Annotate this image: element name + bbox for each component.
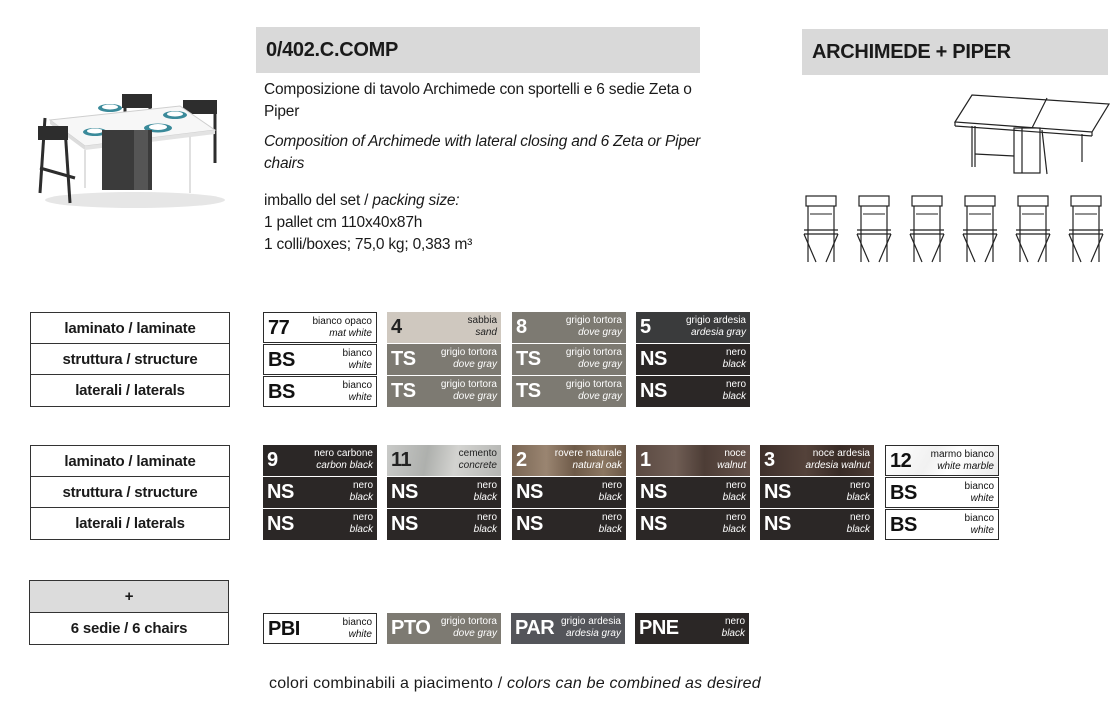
swatch-label (441, 347, 497, 371)
swatch-label (847, 512, 870, 536)
swatch-structure-NS (636, 477, 750, 508)
swatch-label-en: dove gray (578, 359, 622, 370)
swatch-label-it: cemento (458, 448, 497, 459)
swatch-label (350, 480, 373, 504)
swatch-code: 11 (391, 449, 412, 471)
swatch-label (847, 480, 870, 504)
swatch-label-en: black (846, 524, 870, 535)
swatch-label-en: black (598, 492, 622, 503)
swatch-label-it: bianco (342, 348, 372, 359)
swatch-label (468, 315, 497, 339)
chairs-drawing (802, 194, 1112, 266)
swatch-label-en: black (722, 492, 746, 503)
swatch-label-en: ardesia gray (690, 327, 746, 338)
product-photo (30, 88, 230, 213)
swatch-chair-PTO (387, 613, 501, 644)
table-drawing (952, 92, 1112, 180)
swatch-label-en: dove gray (578, 327, 622, 338)
swatch-label-en: black (721, 628, 745, 639)
swatch-label-it: nero (725, 480, 746, 491)
swatch-label-en: black (473, 524, 497, 535)
swatch-code: BS (890, 482, 917, 504)
swatch-label (723, 347, 746, 371)
swatch-code: BS (890, 514, 917, 536)
swatch-laminate-4 (387, 312, 501, 343)
swatch-label (686, 315, 746, 339)
swatch-laterals-BS (885, 509, 999, 540)
swatch-label-it: bianco (964, 481, 994, 492)
swatch-code: 8 (516, 316, 527, 338)
swatch-code: NS (640, 348, 667, 370)
swatch-laterals-TS (512, 376, 626, 407)
swatch-structure-NS (263, 477, 377, 508)
swatch-structure-NS (387, 477, 501, 508)
description-en: Composition of Archimede with lateral closing and 6 Zeta or Piper chairs (264, 133, 701, 172)
swatch-label-it: grigio tortora (440, 616, 497, 627)
swatch-code: BS (268, 381, 295, 403)
product-code-header (256, 27, 700, 73)
swatch-label-it: nero (725, 379, 746, 390)
swatch-label-en: dove gray (453, 359, 497, 370)
swatch-label-it: grigio ardesia (685, 315, 746, 326)
swatch-laminate-3 (760, 445, 874, 476)
swatch-label-it: grigio tortora (440, 347, 497, 358)
swatch-label (965, 513, 994, 537)
swatch-label-it: bianco (342, 380, 372, 391)
swatch-label-it: nero (725, 512, 746, 523)
swatch-label-en: white (348, 629, 372, 640)
swatch-label-en: mat white (329, 328, 372, 339)
swatch-code: NS (391, 481, 418, 503)
swatch-label (350, 512, 373, 536)
swatch-code: 12 (890, 450, 912, 472)
swatch-label (474, 512, 497, 536)
swatch-label-en: white (348, 360, 372, 371)
swatch-laminate-12 (885, 445, 999, 476)
swatch-label-it: nero (725, 347, 746, 358)
swatch-laminate-9 (263, 445, 377, 476)
swatch-code: PAR (515, 617, 555, 639)
swatch-label-it: nero (476, 512, 497, 523)
swatch-laterals-NS (387, 509, 501, 540)
swatch-label (717, 448, 746, 472)
swatch-label-en: walnut (717, 460, 746, 471)
swatch-label-en: sand (475, 327, 497, 338)
swatch-laminate-77 (263, 312, 377, 343)
swatch-label (561, 616, 621, 640)
swatch-laterals-NS (636, 509, 750, 540)
swatch-label-en: black (349, 492, 373, 503)
swatch-label-it: grigio tortora (565, 347, 622, 358)
swatch-code: 9 (267, 449, 278, 471)
swatch-label (459, 448, 497, 472)
swatch-code: 5 (640, 316, 651, 338)
swatch-label (441, 379, 497, 403)
swatch-chair-PNE (635, 613, 749, 644)
swatch-label-en: dove gray (453, 628, 497, 639)
swatch-label-it: rovere naturale (554, 448, 622, 459)
swatch-label-en: dove gray (578, 391, 622, 402)
swatch-label (599, 512, 622, 536)
labels-table-1 (30, 312, 230, 407)
swatch-label-en: black (722, 524, 746, 535)
swatch-label-en: white (348, 392, 372, 403)
swatch-label-it: nero (849, 480, 870, 491)
swatch-structure-TS (512, 344, 626, 375)
swatch-laminate-1 (636, 445, 750, 476)
swatch-label-it: noce ardesia (812, 448, 870, 459)
swatch-label-it: bianco opaco (312, 316, 372, 327)
packing-boxes: 1 colli/boxes; 75,0 kg; 0,383 m³ (264, 236, 473, 253)
swatch-label-en: black (722, 391, 746, 402)
swatch-code: NS (516, 481, 543, 503)
swatch-label (722, 616, 745, 640)
swatch-label (806, 448, 870, 472)
swatch-code: NS (640, 481, 667, 503)
swatch-label-en: black (722, 359, 746, 370)
row-label-chairs: 6 sedie / 6 chairs (70, 620, 188, 637)
swatch-code: NS (764, 481, 791, 503)
swatch-label-it: nero carbone (314, 448, 373, 459)
swatch-label (566, 315, 622, 339)
labels-table-chairs (29, 580, 229, 645)
row-label-laterals: laterali / laterals (75, 515, 185, 532)
swatch-laterals-NS (760, 509, 874, 540)
description-it: Composizione di tavolo Archimede con sportelli e 6 sedie Zeta o Piper (264, 81, 692, 120)
swatch-code: NS (391, 513, 418, 535)
swatch-label-en: concrete (458, 460, 497, 471)
swatch-label (931, 449, 994, 473)
swatch-label-it: nero (724, 616, 745, 627)
swatch-code: TS (391, 380, 416, 402)
swatch-label (566, 379, 622, 403)
swatch-label (723, 480, 746, 504)
swatch-label-en: natural oak (572, 460, 622, 471)
swatch-label (343, 348, 372, 372)
swatch-label-it: nero (601, 512, 622, 523)
swatch-label-it: grigio tortora (440, 379, 497, 390)
swatch-label (566, 347, 622, 371)
swatch-label (343, 380, 372, 404)
swatch-label-it: nero (849, 512, 870, 523)
swatch-label-it: nero (601, 480, 622, 491)
swatch-laminate-2 (512, 445, 626, 476)
swatch-label-it: nero (476, 480, 497, 491)
swatch-code: NS (764, 513, 791, 535)
swatch-label (314, 448, 373, 472)
swatch-code: 77 (268, 317, 290, 339)
swatch-label-it: sabbia (467, 315, 497, 326)
footer-note: colori combinabili a piacimento / colors can be combined as desired (269, 675, 761, 692)
swatch-structure-NS (636, 344, 750, 375)
swatch-label-it: noce (724, 448, 746, 459)
swatch-code: NS (267, 481, 294, 503)
swatch-structure-NS (512, 477, 626, 508)
swatch-label-it: grigio tortora (565, 379, 622, 390)
swatch-label-it: nero (352, 480, 373, 491)
row-label-structure: struttura / structure (31, 477, 229, 508)
swatch-label-en: white (970, 525, 994, 536)
swatch-label-it: grigio tortora (565, 315, 622, 326)
swatch-chair-PAR (511, 613, 625, 644)
swatch-label (441, 616, 497, 640)
swatch-structure-BS (885, 477, 999, 508)
swatch-label-en: dove gray (453, 391, 497, 402)
swatch-label (965, 481, 994, 505)
swatch-laterals-NS (636, 376, 750, 407)
swatch-code: 3 (764, 449, 775, 471)
swatch-label (723, 379, 746, 403)
swatch-code: NS (516, 513, 543, 535)
swatch-label (723, 512, 746, 536)
swatch-laterals-NS (263, 509, 377, 540)
row-label-laterals: laterali / laterals (75, 382, 185, 399)
swatch-structure-BS (263, 344, 377, 375)
row-label-laminate: laminato / laminate (31, 313, 229, 344)
labels-table-2 (30, 445, 230, 540)
swatch-code: PNE (639, 617, 679, 639)
swatch-label (474, 480, 497, 504)
swatch-laterals-TS (387, 376, 501, 407)
swatch-chair-PBI (263, 613, 377, 644)
product-name: ARCHIMEDE + PIPER (812, 40, 1011, 63)
swatch-code: NS (267, 513, 294, 535)
swatch-label-en: black (473, 492, 497, 503)
product-name-header (802, 29, 1108, 75)
swatch-label-en: white (970, 493, 994, 504)
swatch-code: 2 (516, 449, 527, 471)
swatch-label (599, 480, 622, 504)
swatch-label-it: marmo bianco (930, 449, 994, 460)
row-label-structure: struttura / structure (31, 344, 229, 375)
swatch-laterals-NS (512, 509, 626, 540)
packing-info (264, 190, 704, 256)
swatch-laminate-8 (512, 312, 626, 343)
swatch-code: TS (516, 380, 541, 402)
swatch-code: TS (391, 348, 416, 370)
swatch-label-it: grigio ardesia (560, 616, 621, 627)
swatch-code: NS (640, 380, 667, 402)
row-label-laminate: laminato / laminate (31, 446, 229, 477)
swatch-label-it: bianco (342, 617, 372, 628)
swatch-label-en: black (349, 524, 373, 535)
swatch-laminate-5 (636, 312, 750, 343)
product-code: 0/402.C.COMP (266, 38, 399, 61)
swatch-code: 4 (391, 316, 402, 338)
packing-pallet: 1 pallet cm 110x40x87h (264, 214, 423, 231)
swatch-code: TS (516, 348, 541, 370)
swatch-structure-TS (387, 344, 501, 375)
packing-label: imballo del set / packing size: (264, 192, 460, 209)
swatch-structure-NS (760, 477, 874, 508)
swatch-label-en: black (846, 492, 870, 503)
swatch-label (343, 617, 372, 641)
swatch-label (313, 316, 373, 340)
swatch-label-en: carbon black (316, 460, 373, 471)
swatch-code: PTO (391, 617, 431, 639)
swatch-code: 1 (640, 449, 651, 471)
swatch-code: PBI (268, 618, 300, 640)
swatch-laminate-11 (387, 445, 501, 476)
swatch-label-en: ardesia walnut (805, 460, 870, 471)
swatch-label-en: white marble (937, 461, 994, 472)
swatch-code: NS (640, 513, 667, 535)
swatch-label (555, 448, 622, 472)
swatch-label-en: black (598, 524, 622, 535)
swatch-label-it: nero (352, 512, 373, 523)
swatch-label-en: ardesia gray (565, 628, 621, 639)
swatch-label-it: bianco (964, 513, 994, 524)
row-label-plus: + (30, 581, 228, 613)
swatch-code: BS (268, 349, 295, 371)
swatch-laterals-BS (263, 376, 377, 407)
